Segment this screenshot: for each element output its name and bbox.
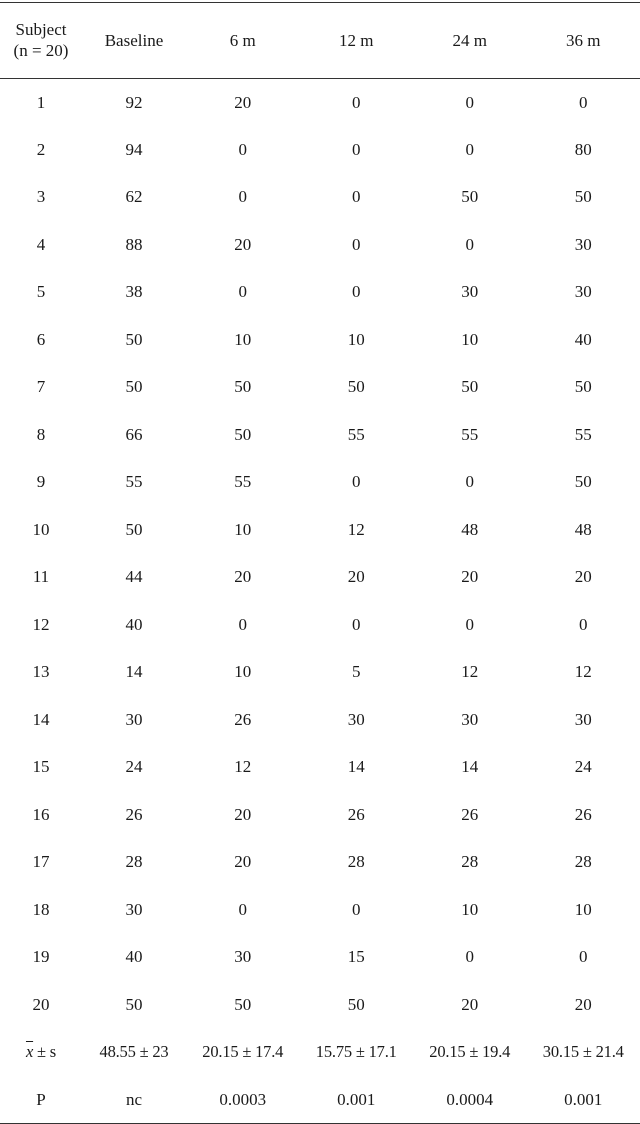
- cell-baseline: 92: [82, 79, 186, 127]
- cell-6m: 0: [186, 601, 300, 649]
- cell-baseline: 40: [82, 601, 186, 649]
- table-row: [0, 649, 640, 697]
- p-36m: 0.001: [527, 1076, 640, 1124]
- cell-subject: 18: [0, 886, 82, 934]
- cell-baseline: 40: [82, 934, 186, 982]
- cell-36m: 80: [527, 126, 640, 174]
- cell-6m: 0: [186, 886, 300, 934]
- cell-24m: 0: [413, 934, 527, 982]
- mean-baseline: 48.55 ± 23: [82, 1029, 186, 1077]
- cell-24m: 50: [413, 364, 527, 412]
- cell-baseline: 30: [82, 696, 186, 744]
- table-row: [0, 791, 640, 839]
- cell-baseline: 26: [82, 791, 186, 839]
- cell-24m: 20: [413, 554, 527, 602]
- cell-subject: 7: [0, 364, 82, 412]
- cell-36m: 0: [527, 79, 640, 127]
- cell-6m: 10: [186, 316, 300, 364]
- cell-36m: 40: [527, 316, 640, 364]
- cell-baseline: 14: [82, 649, 186, 697]
- cell-12m: 0: [300, 174, 414, 222]
- cell-baseline: 66: [82, 411, 186, 459]
- cell-24m: 0: [413, 459, 527, 507]
- mean-row: [0, 1029, 640, 1077]
- p-label: P: [0, 1076, 82, 1124]
- cell-24m: 10: [413, 316, 527, 364]
- header-subject-line1: Subject: [0, 20, 82, 40]
- cell-12m: 0: [300, 601, 414, 649]
- cell-12m: 0: [300, 269, 414, 317]
- cell-12m: 0: [300, 79, 414, 127]
- cell-baseline: 50: [82, 981, 186, 1029]
- header-subject: [0, 3, 82, 79]
- table-row: [0, 554, 640, 602]
- cell-24m: 0: [413, 601, 527, 649]
- cell-12m: 14: [300, 744, 414, 792]
- header-36m: 36 m: [527, 3, 640, 79]
- cell-24m: 0: [413, 126, 527, 174]
- cell-baseline: 50: [82, 316, 186, 364]
- table-row: [0, 411, 640, 459]
- cell-24m: 0: [413, 221, 527, 269]
- cell-36m: 30: [527, 269, 640, 317]
- cell-subject: 17: [0, 839, 82, 887]
- table-body: [0, 79, 640, 1124]
- table-row: [0, 696, 640, 744]
- cell-24m: 14: [413, 744, 527, 792]
- cell-24m: 55: [413, 411, 527, 459]
- cell-36m: 10: [527, 886, 640, 934]
- cell-12m: 26: [300, 791, 414, 839]
- table-row: [0, 601, 640, 649]
- results-table: [0, 2, 640, 1124]
- cell-24m: 30: [413, 696, 527, 744]
- cell-24m: 12: [413, 649, 527, 697]
- p-12m: 0.001: [300, 1076, 414, 1124]
- cell-36m: 48: [527, 506, 640, 554]
- table-row: [0, 269, 640, 317]
- cell-subject: 20: [0, 981, 82, 1029]
- cell-subject: 11: [0, 554, 82, 602]
- mean-12m: 15.75 ± 17.1: [300, 1029, 414, 1077]
- cell-12m: 10: [300, 316, 414, 364]
- cell-subject: 14: [0, 696, 82, 744]
- cell-baseline: 44: [82, 554, 186, 602]
- table-row: [0, 934, 640, 982]
- cell-12m: 50: [300, 981, 414, 1029]
- cell-36m: 50: [527, 364, 640, 412]
- cell-subject: 1: [0, 79, 82, 127]
- cell-subject: 6: [0, 316, 82, 364]
- cell-subject: 9: [0, 459, 82, 507]
- cell-baseline: 38: [82, 269, 186, 317]
- cell-36m: 30: [527, 221, 640, 269]
- cell-6m: 50: [186, 364, 300, 412]
- table-row: [0, 316, 640, 364]
- cell-24m: 28: [413, 839, 527, 887]
- cell-subject: 15: [0, 744, 82, 792]
- cell-12m: 0: [300, 221, 414, 269]
- table-header: [0, 3, 640, 79]
- table-row: [0, 506, 640, 554]
- cell-36m: 30: [527, 696, 640, 744]
- cell-subject: 3: [0, 174, 82, 222]
- cell-36m: 20: [527, 554, 640, 602]
- cell-24m: 26: [413, 791, 527, 839]
- cell-6m: 0: [186, 269, 300, 317]
- cell-6m: 0: [186, 126, 300, 174]
- cell-36m: 20: [527, 981, 640, 1029]
- cell-6m: 20: [186, 554, 300, 602]
- cell-12m: 50: [300, 364, 414, 412]
- mean-label: [0, 1029, 82, 1077]
- mean-label-suffix: ± s: [33, 1042, 56, 1061]
- cell-subject: 4: [0, 221, 82, 269]
- cell-24m: 10: [413, 886, 527, 934]
- cell-6m: 50: [186, 981, 300, 1029]
- cell-baseline: 28: [82, 839, 186, 887]
- table-row: [0, 459, 640, 507]
- cell-36m: 12: [527, 649, 640, 697]
- mean-24m: 20.15 ± 19.4: [413, 1029, 527, 1077]
- cell-6m: 20: [186, 839, 300, 887]
- cell-12m: 15: [300, 934, 414, 982]
- cell-subject: 13: [0, 649, 82, 697]
- mean-symbol: $\overline{x}$: [26, 1042, 33, 1061]
- cell-12m: 0: [300, 126, 414, 174]
- table-row: [0, 886, 640, 934]
- header-subject-line2: (n = 20): [0, 41, 82, 61]
- cell-36m: 55: [527, 411, 640, 459]
- cell-6m: 20: [186, 79, 300, 127]
- table-row: [0, 744, 640, 792]
- cell-baseline: 55: [82, 459, 186, 507]
- cell-36m: 26: [527, 791, 640, 839]
- cell-6m: 50: [186, 411, 300, 459]
- cell-subject: 5: [0, 269, 82, 317]
- cell-12m: 12: [300, 506, 414, 554]
- cell-12m: 28: [300, 839, 414, 887]
- p-value-row: [0, 1076, 640, 1124]
- mean-6m: 20.15 ± 17.4: [186, 1029, 300, 1077]
- p-baseline: nc: [82, 1076, 186, 1124]
- header-24m: 24 m: [413, 3, 527, 79]
- mean-36m: 30.15 ± 21.4: [527, 1029, 640, 1077]
- cell-12m: 0: [300, 886, 414, 934]
- cell-12m: 20: [300, 554, 414, 602]
- cell-24m: 30: [413, 269, 527, 317]
- header-12m: 12 m: [300, 3, 414, 79]
- cell-36m: 50: [527, 174, 640, 222]
- cell-subject: 12: [0, 601, 82, 649]
- cell-36m: 28: [527, 839, 640, 887]
- cell-6m: 0: [186, 174, 300, 222]
- cell-baseline: 24: [82, 744, 186, 792]
- cell-6m: 10: [186, 649, 300, 697]
- cell-24m: 48: [413, 506, 527, 554]
- table-row: [0, 174, 640, 222]
- cell-baseline: 50: [82, 364, 186, 412]
- table-row: [0, 839, 640, 887]
- cell-baseline: 30: [82, 886, 186, 934]
- cell-36m: 24: [527, 744, 640, 792]
- cell-24m: 50: [413, 174, 527, 222]
- cell-36m: 0: [527, 934, 640, 982]
- cell-baseline: 50: [82, 506, 186, 554]
- cell-6m: 20: [186, 221, 300, 269]
- cell-6m: 30: [186, 934, 300, 982]
- table-row: [0, 364, 640, 412]
- header-baseline: Baseline: [82, 3, 186, 79]
- cell-6m: 20: [186, 791, 300, 839]
- cell-12m: 5: [300, 649, 414, 697]
- cell-6m: 10: [186, 506, 300, 554]
- cell-baseline: 94: [82, 126, 186, 174]
- cell-subject: 10: [0, 506, 82, 554]
- p-6m: 0.0003: [186, 1076, 300, 1124]
- cell-36m: 0: [527, 601, 640, 649]
- cell-subject: 19: [0, 934, 82, 982]
- cell-subject: 8: [0, 411, 82, 459]
- cell-subject: 16: [0, 791, 82, 839]
- header-row: [0, 3, 640, 79]
- table-row: [0, 221, 640, 269]
- cell-6m: 26: [186, 696, 300, 744]
- cell-12m: 55: [300, 411, 414, 459]
- cell-24m: 0: [413, 79, 527, 127]
- table-row: [0, 126, 640, 174]
- p-24m: 0.0004: [413, 1076, 527, 1124]
- cell-24m: 20: [413, 981, 527, 1029]
- cell-baseline: 88: [82, 221, 186, 269]
- cell-12m: 30: [300, 696, 414, 744]
- cell-baseline: 62: [82, 174, 186, 222]
- cell-6m: 12: [186, 744, 300, 792]
- cell-subject: 2: [0, 126, 82, 174]
- table-row: [0, 79, 640, 127]
- cell-12m: 0: [300, 459, 414, 507]
- header-6m: 6 m: [186, 3, 300, 79]
- cell-36m: 50: [527, 459, 640, 507]
- cell-6m: 55: [186, 459, 300, 507]
- table-row: [0, 981, 640, 1029]
